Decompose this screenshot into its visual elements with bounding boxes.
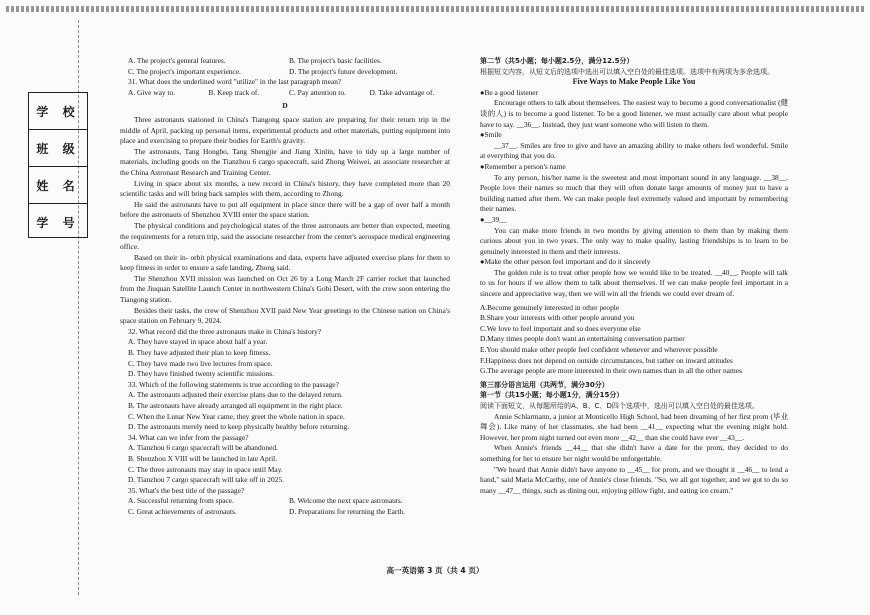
option: C. When the Lunar New Year came, they greet the whole nation in space. <box>128 411 345 421</box>
section2-instructions: 根据短文内容，从短文后的选项中选出可以填入空白处的最佳选项。选项中有两项为多余选项。 <box>480 67 774 76</box>
right-column <box>480 56 788 496</box>
info-field-number: 学 号 <box>36 215 80 230</box>
question-stem: 34. What can we infer from the passage? <box>128 432 249 442</box>
choice-option: E.You should make other people feel confident whenever and wherever possible <box>480 345 718 355</box>
option-row <box>120 507 450 518</box>
option: B. They have adjusted their plan to keep fitness. <box>128 348 271 358</box>
option: D. The project's future development. <box>289 66 398 76</box>
option: B. Shenzhou X VIII will be launched in late April. <box>128 453 278 463</box>
info-field-school: 学 校 <box>29 93 87 130</box>
page-footer: 高一英语第 3 页（共 4 页） <box>386 566 484 575</box>
option: C. The project's important experience. <box>128 66 241 76</box>
passage-paragraph: The astronauts, Tang Hongbo, Tang Shengjie and Jiang Xinlin, have to tidy up a large number of materials, including goods on the Tianzhou 6 cargo spacecraft, said Zhong Weiwei, an associate researcher at the China Astronaut Research and Training Center. <box>120 146 450 177</box>
passage-paragraph: Besides their tasks, the crew of Shenzhou XVII paid New Year greetings to the Chinese nation on China's space station on February 9, 2024. <box>120 305 450 326</box>
passage-paragraph: The Shenzhou XVII mission was launched on Oct 26 by a Long March 2F carrier rocket that launched from the Jiuquan Satellite Launch Center in northwestern China's Gobi Desert, with the crew soon entering the Tiangong station. <box>120 273 450 305</box>
passage-paragraph: Encourage others to talk about themselves. The easiest way to become a good conversationalist (健谈的人) is to become a good listener. To be a good listener, we must actually care about what people have to say. __36__. Instead, they just want someone who will listen to them. <box>480 98 788 129</box>
choice-option: A.Become genuinely interested in other people <box>480 302 620 312</box>
question-stem: 33. Which of the following statements is true according to the passage? <box>128 379 339 389</box>
info-field-class: 班 级 <box>29 130 87 167</box>
bullet-heading: ●__39__ <box>480 214 507 224</box>
question-35: 35. What's the best title of the passage? <box>128 485 245 495</box>
option: D. They have finished twenty scientific missions. <box>128 369 275 379</box>
option: C. Pay attention to. <box>289 87 346 97</box>
choice-option: B.Share your interests with other people around you <box>480 313 635 323</box>
info-field-name: 姓 名 <box>29 167 87 204</box>
part3-title: 第三部分语言运用（共两节，满分30分） <box>480 380 609 389</box>
passage-paragraph: The golden rule is to treat other people how we would like to be treated. __40__. People will talk to us for hours if we allow them to talk about themselves. If we can make people feel important in a sincere and appreciative way, then we will win all the friends we could ever dream of. <box>480 267 788 299</box>
option: C. Great achievements of astronauts. <box>128 506 237 516</box>
choice-option: F.Happiness does not depend on outside circumstances, but rather on inward attitudes <box>480 355 733 365</box>
bullet-heading: ●Smile <box>480 130 502 140</box>
option: C. They have made two live lectures from space. <box>128 358 273 368</box>
option: A. Successful returning from space. <box>128 496 234 506</box>
passage-paragraph: To any person, his/her name is the sweetest and most important sound in any language. __38__. People love their names so much that they will often donate large amounts of money just to have a building named after them. We can make people feel extremely valued and important by remembering their names. <box>480 172 788 214</box>
passage-paragraph: Living in space about six months, a new record in China's history, they have completed more than 20 scientific tasks and will bring back samples with them, according to Zhong. <box>120 178 450 199</box>
option: B. Welcome the next space astronauts. <box>289 496 403 506</box>
passage-paragraph: You can make more friends in two months by giving attention to them than by making them curious about you in two years. The only way to make quality, lasting friendships is to learn to be genuinely interested in them and their interests. <box>480 225 788 256</box>
top-border-strip <box>6 6 864 12</box>
option: D. The astronauts merely need to keep physically healthy before returning. <box>128 422 350 432</box>
passage-paragraph: Three astronauts stationed in China's Tiangong space station are preparing for their return trip in the middle of April, packing up personal items, experimental products and other materials, putting equipment into place and exercising to prepare their bodies for Earth's gravity. <box>120 114 450 146</box>
option-row <box>120 56 450 67</box>
section2-title: 第二节（共5小题；每小题2.5分，满分12.5分） <box>480 57 634 65</box>
option: B. The project's basic facilities. <box>289 56 382 65</box>
option: D. Preparations for returning the Earth. <box>289 506 405 516</box>
option: A. The astronauts adjusted their exercise plans due to the delayed return. <box>128 390 343 400</box>
option: A. Give way to. <box>128 87 176 97</box>
option: C. The three astronauts may stay in space until May. <box>128 464 283 474</box>
passage-title: Five Ways to Make People Like You <box>572 77 696 87</box>
option: A. The project's general features. <box>128 56 226 65</box>
passage-label: D <box>282 101 288 111</box>
choice-option: G.The average people are more interested in their own names than in all the other names <box>480 366 742 376</box>
cloze-paragraph: "We heard that Annie didn't have anyone to __45__ for prom, and we thought it __46__ to lend a hand," said Maria McCarthy, one of Annie's close friends. "So, we all got together, and we got to do so many __47__ things, such as dining out, enjoying pillow fight, and eating ice cream." <box>480 464 788 495</box>
question-stem: 32. What record did the three astronauts make in China's history? <box>128 326 322 336</box>
part3-subtitle: 第一节（共15小题；每小题1分，满分15分） <box>480 391 624 400</box>
option-row <box>120 496 450 507</box>
passage-paragraph: He said the astronauts have to put all equipment in place since there will be a gap of over half a month before the astronauts of Shenzhou XVIII enter the space station. <box>120 199 450 220</box>
option: B. Keep track of. <box>208 87 260 97</box>
choice-option: D.Many times people don't want an entertaining conversation partner <box>480 334 685 344</box>
option: A. They have stayed in space about half a year. <box>128 337 268 347</box>
part3-instructions: 阅读下面短文，从每题所给的A、B、C、D四个选项中，选出可以填入空白处的最佳选项。 <box>480 402 759 410</box>
option: B. The astronauts have already arranged all equipment in the right place. <box>128 401 343 410</box>
cloze-paragraph: Annie Schlarmann, a junior at Monticello High School, had been dreaming of her first prom (毕业舞会). Like many of her classmates, she had been __41__ expecting what the evening might hold. However, her prom night turned out even more __42__ than she could have ever __43__. <box>480 411 788 442</box>
left-column <box>120 56 450 518</box>
student-info-box <box>28 92 88 238</box>
passage-paragraph: The physical conditions and psychological states of the three astronauts are better than expected, meeting the requirements for a return trip, said the associate researcher from the center's aerospace medical engineering office. <box>120 220 450 252</box>
passage-paragraph: __37__. Smiles are free to give and have an amazing ability to make others feel wonderful. Smile at everything that you do. <box>480 140 788 161</box>
bullet-heading: ●Make the other person feel important and do it sincerely <box>480 257 651 267</box>
question-31: 31. What does the underlined word "utilize" in the last paragraph mean? <box>128 77 342 87</box>
option: D. Take advantage of. <box>369 87 435 97</box>
bullet-heading: ●Be a good listener <box>480 87 539 97</box>
option-row <box>120 88 450 99</box>
passage-paragraph: Based on their in- orbit physical examinations and data, experts have adjusted exercise plans for them to keep fitness in order to ensure a safe landing, Zhong said. <box>120 252 450 273</box>
option: A. Tianzhou 6 cargo spacecraft will be abandoned. <box>128 443 278 453</box>
choice-option: C.We love to feel important and so does everyone else <box>480 323 641 333</box>
option-row <box>120 67 450 78</box>
bullet-heading: ●Remember a person's name <box>480 161 566 171</box>
option: D. Tianzhou 7 cargo spacecraft will take off in 2025. <box>128 475 284 485</box>
cloze-paragraph: When Annie's friends __44__ that she didn't have a date for the prom, they decided to do something for her to ensure her night would be unforgettable. <box>480 443 788 463</box>
